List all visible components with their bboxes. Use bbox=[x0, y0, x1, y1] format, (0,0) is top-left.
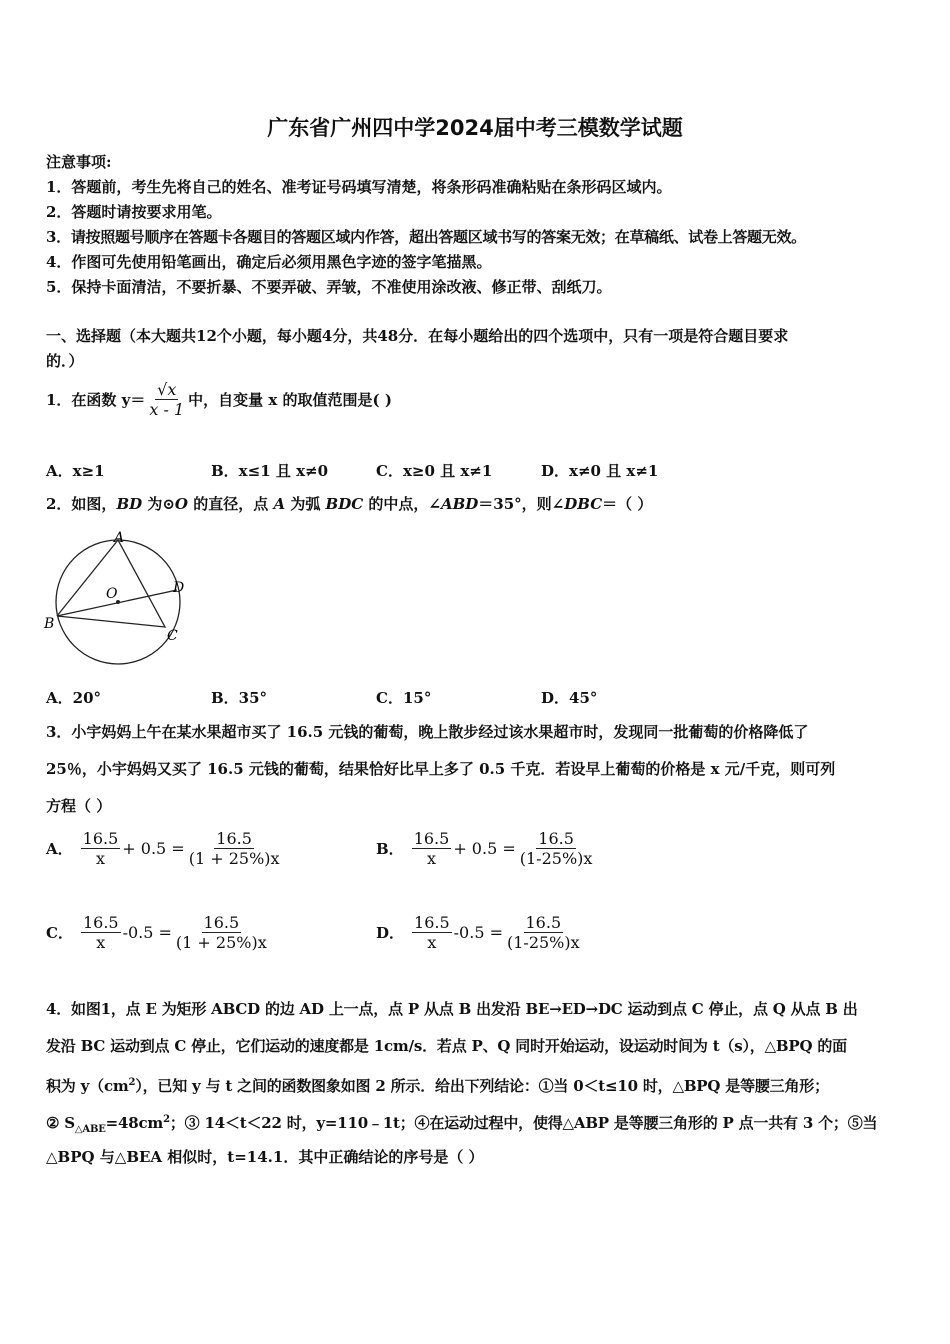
frac-num: 16.5 bbox=[538, 829, 574, 848]
q4-text: ② S bbox=[46, 1114, 75, 1132]
q1-option-b: B．x≤1 且 x≠0 bbox=[211, 462, 329, 480]
label-c: C bbox=[167, 628, 178, 644]
frac-num: 16.5 bbox=[413, 829, 450, 848]
q1-fraction bbox=[147, 380, 186, 419]
question-4-line3 bbox=[46, 1073, 829, 1096]
q4-text: =48cm bbox=[105, 1114, 164, 1132]
q2-option-a: A．20° bbox=[46, 689, 102, 707]
q1-suffix: 中，自变量 x 的取值范围是( ) bbox=[188, 390, 392, 409]
q2-bd: BD bbox=[116, 495, 143, 513]
q2-option-d: D．45° bbox=[541, 689, 598, 707]
q2-text: ＝（ ） bbox=[602, 495, 653, 513]
frac-num: 16.5 bbox=[525, 913, 562, 932]
note-item: 4．作图可先使用铅笔画出，确定后必须用黑色字迹的签字笔描黑。 bbox=[46, 253, 492, 271]
note-item: 5．保持卡面清洁，不要折暴、不要弄破、弄皱，不准使用涂改液、修正带、刮纸刀。 bbox=[46, 278, 612, 296]
question-3-line3: 方程（ ） bbox=[46, 797, 112, 815]
equation bbox=[412, 829, 595, 868]
q2-abd: ABD bbox=[440, 495, 479, 513]
triangle-abc bbox=[57, 540, 165, 627]
q2-text: 为弧 bbox=[285, 495, 326, 513]
question-1 bbox=[46, 380, 392, 419]
q1-option-c: C．x≥0 且 x≠1 bbox=[376, 462, 493, 480]
q1-denominator: x - 1 bbox=[149, 400, 185, 419]
q3-option-a bbox=[46, 829, 282, 868]
q2-o: O bbox=[174, 495, 188, 513]
q4-sub: △ABE bbox=[74, 1124, 106, 1135]
circle-figure bbox=[38, 526, 198, 671]
q1-prefix: 1．在函数 y＝ bbox=[46, 390, 146, 409]
q2-text: 为⊙ bbox=[142, 495, 175, 513]
q3-option-d bbox=[376, 913, 582, 952]
question-3-line1: 3．小宇妈妈上午在某水果超市买了 16.5 元钱的葡萄，晚上散步经过该水果超市时，发现同一批葡萄的价格降低了 bbox=[46, 723, 809, 741]
q4-sup: 2 bbox=[128, 1077, 136, 1088]
operator: + 0.5 = bbox=[453, 839, 516, 858]
q2-text: ＝35°，则∠ bbox=[478, 495, 565, 513]
note-item: 2．答题时请按要求用笔。 bbox=[46, 203, 222, 221]
q1-numerator: √x bbox=[157, 380, 177, 399]
q4-text: 积为 y（cm bbox=[46, 1077, 129, 1095]
operator: -0.5 = bbox=[453, 923, 503, 942]
question-3-line2: 25％，小宇妈妈又买了 16.5 元钱的葡萄，结果恰好比早上多了 0.5 千克．若设早上葡萄的价格是 x 元/千克，则可列 bbox=[46, 760, 836, 778]
q3-option-c bbox=[46, 913, 269, 952]
frac-den: (1 + 25%)x bbox=[188, 849, 280, 868]
equation bbox=[81, 829, 282, 868]
q4-text: ；③ 14＜t＜22 时，y=110﹣1t；④在运动过程中，使得△ABP 是等腰三角形的 P 点一共有 3 个；⑤当 bbox=[169, 1114, 878, 1132]
frac-num: 16.5 bbox=[414, 913, 450, 932]
section-heading: 一、选择题（本大题共12个小题，每小题4分，共48分．在每小题给出的四个选项中，只有一项是符合题目要求 bbox=[46, 327, 789, 345]
frac-den: x bbox=[95, 849, 105, 868]
note-item: 1．答题前，考生先将自己的姓名、准考证号码填写清楚，将条形码准确粘贴在条形码区域内。 bbox=[46, 178, 672, 196]
question-4-line1: 4．如图1，点 E 为矩形 ABCD 的边 AD 上一点，点 P 从点 B 出发沿 BE→ED→DC 运动到点 C 停止，点 Q 从点 B 出 bbox=[46, 1000, 858, 1018]
q2-text: 的中点，∠ bbox=[363, 495, 441, 513]
equation bbox=[81, 913, 269, 952]
option-label: C． bbox=[46, 924, 73, 942]
q2-text: 的直径，点 bbox=[188, 495, 274, 513]
q2-option-b: B．35° bbox=[211, 689, 268, 707]
operator: -0.5 = bbox=[122, 923, 172, 942]
option-label: B． bbox=[376, 840, 404, 858]
frac-den: (1 + 25%)x bbox=[175, 933, 267, 952]
frac-den: (1-25%)x bbox=[506, 933, 580, 952]
question-4-line4 bbox=[46, 1110, 877, 1140]
q4-text: ），已知 y 与 t 之间的函数图象如图 2 所示．给出下列结论：①当 0＜t≤10 时，△BPQ 是等腰三角形； bbox=[135, 1077, 829, 1095]
q2-dbc: DBC bbox=[564, 495, 603, 513]
q2-text: 2．如图， bbox=[46, 495, 117, 513]
option-label: A． bbox=[46, 840, 73, 858]
operator: + 0.5 = bbox=[122, 839, 185, 858]
frac-den: x bbox=[427, 933, 437, 952]
frac-num: 16.5 bbox=[82, 829, 119, 848]
label-b: B bbox=[44, 616, 55, 632]
label-o: O bbox=[106, 586, 118, 602]
frac-num: 16.5 bbox=[82, 913, 119, 932]
q4-sup: 2 bbox=[163, 1114, 170, 1125]
page-title: 广东省广州四中学2024届中考三模数学试题 bbox=[267, 116, 683, 140]
note-item: 3．请按照题号顺序在答题卡各题目的答题区域内作答，超出答题区域书写的答案无效；在草稿纸、试卷上答题无效。 bbox=[46, 228, 806, 246]
frac-num: 16.5 bbox=[203, 913, 240, 932]
label-d: D bbox=[173, 580, 185, 596]
frac-den: (1-25%)x bbox=[519, 849, 593, 868]
q1-option-d: D．x≠0 且 x≠1 bbox=[541, 462, 659, 480]
q2-bdc: BDC bbox=[325, 495, 364, 513]
label-a: A bbox=[114, 530, 125, 546]
question-2 bbox=[46, 494, 652, 514]
q2-a: A bbox=[273, 495, 286, 513]
equation bbox=[412, 913, 582, 952]
question-4-line5: △BPQ 与△BEA 相似时，t=14.1．其中正确结论的序号是（ ） bbox=[46, 1148, 484, 1166]
q1-option-a: A．x≥1 bbox=[46, 462, 105, 480]
q2-option-c: C．15° bbox=[376, 689, 432, 707]
frac-num: 16.5 bbox=[216, 829, 252, 848]
section-heading-cont: 的．） bbox=[46, 352, 84, 370]
notes-heading: 注意事项: bbox=[46, 153, 112, 171]
option-label: D． bbox=[376, 924, 405, 942]
frac-den: x bbox=[96, 933, 106, 952]
question-4-line2: 发沿 BC 运动到点 C 停止，它们运动的速度都是 1cm/s．若点 P、Q 同时开始运动，设运动时间为 t（s），△BPQ 的面 bbox=[46, 1037, 847, 1055]
q3-option-b bbox=[376, 829, 594, 868]
frac-den: x bbox=[426, 849, 437, 868]
